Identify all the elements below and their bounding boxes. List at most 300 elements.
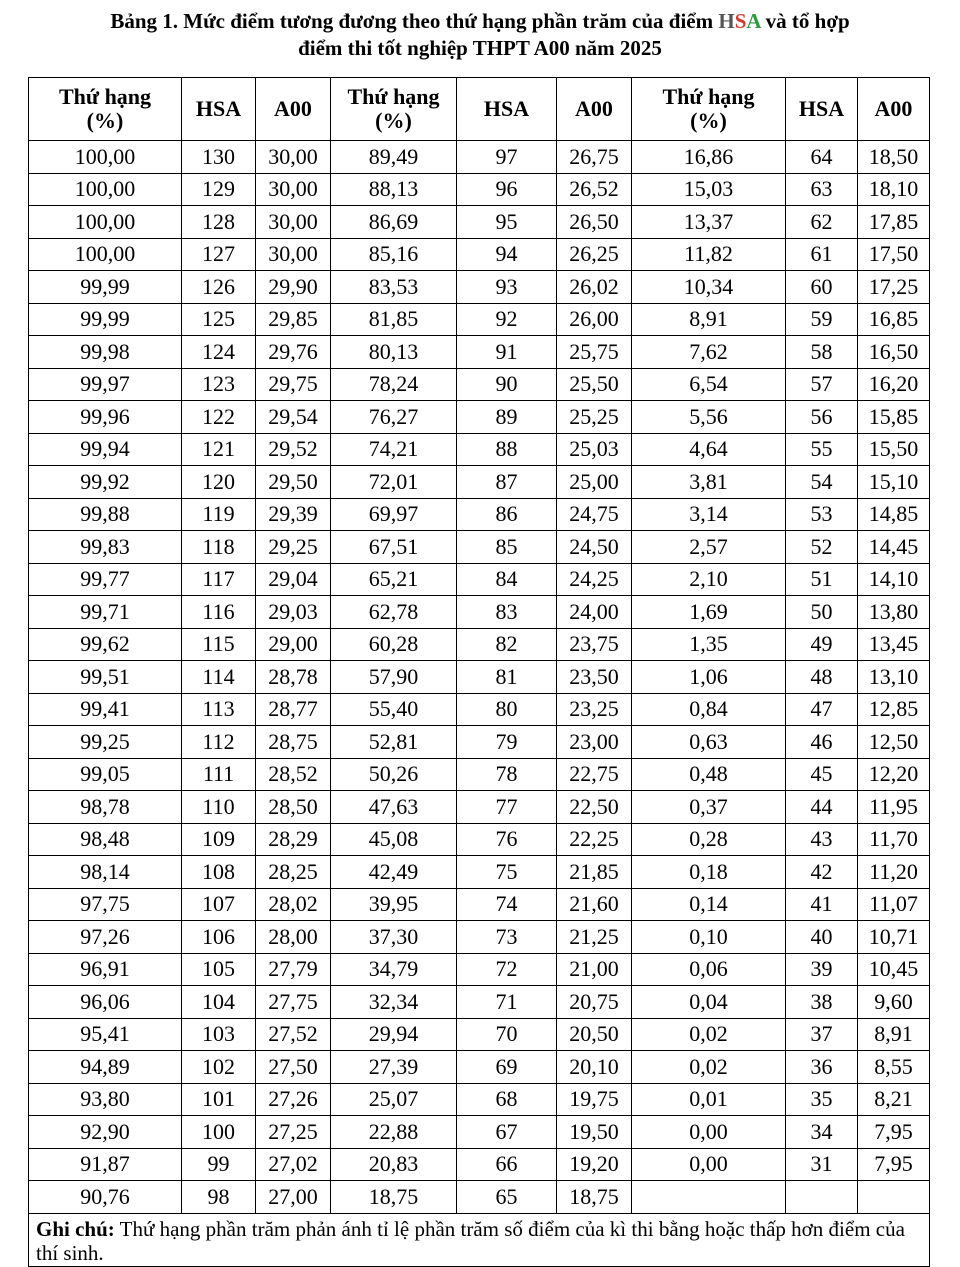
table-cell: 64: [786, 141, 858, 174]
table-cell: [858, 1181, 930, 1214]
table-cell: 42,49: [331, 856, 457, 889]
table-cell: 82: [457, 628, 557, 661]
table-cell: 128: [182, 206, 256, 239]
table-cell: 17,85: [858, 206, 930, 239]
table-cell: 14,85: [858, 498, 930, 531]
table-row: [29, 1018, 930, 1051]
table-row: [29, 1051, 930, 1084]
title-text: Bảng 1. Mức điểm tương đương theo thứ hạng phần trăm của điểm: [110, 9, 719, 33]
table-cell: 106: [182, 921, 256, 954]
table-cell: 77: [457, 791, 557, 824]
table-cell: 16,86: [632, 141, 786, 174]
header-a00-1: A00: [256, 78, 331, 141]
table-cell: 81,85: [331, 303, 457, 336]
table-cell: 123: [182, 368, 256, 401]
table-cell: 29,94: [331, 1018, 457, 1051]
table-cell: 27,25: [256, 1116, 331, 1149]
table-cell: 23,75: [557, 628, 632, 661]
table-cell: 105: [182, 953, 256, 986]
table-cell: 126: [182, 271, 256, 304]
table-cell: 12,50: [858, 726, 930, 759]
table-cell: 58: [786, 336, 858, 369]
table-cell: 28,50: [256, 791, 331, 824]
table-cell: 7,95: [858, 1148, 930, 1181]
table-cell: 49: [786, 628, 858, 661]
table-cell: 0,02: [632, 1051, 786, 1084]
table-cell: 18,75: [557, 1181, 632, 1214]
table-cell: 37: [786, 1018, 858, 1051]
table-cell: 29,85: [256, 303, 331, 336]
table-cell: 67: [457, 1116, 557, 1149]
table-row: [29, 466, 930, 499]
table-cell: 39,95: [331, 888, 457, 921]
table-cell: 93,80: [29, 1083, 182, 1116]
table-cell: 26,02: [557, 271, 632, 304]
table-cell: 34: [786, 1116, 858, 1149]
table-cell: 84: [457, 563, 557, 596]
table-cell: 114: [182, 661, 256, 694]
table-row: [29, 531, 930, 564]
table-cell: 127: [182, 238, 256, 271]
table-cell: 99,25: [29, 726, 182, 759]
table-row: [29, 368, 930, 401]
table-cell: 96,91: [29, 953, 182, 986]
table-cell: 29,39: [256, 498, 331, 531]
table-cell: 99: [182, 1148, 256, 1181]
table-cell: 1,69: [632, 596, 786, 629]
table-cell: 23,00: [557, 726, 632, 759]
table-body: [29, 141, 930, 1214]
table-cell: 21,60: [557, 888, 632, 921]
table-cell: 8,55: [858, 1051, 930, 1084]
table-cell: 69: [457, 1051, 557, 1084]
table-cell: 100,00: [29, 173, 182, 206]
table-cell: 96: [457, 173, 557, 206]
table-cell: 85,16: [331, 238, 457, 271]
table-cell: 35: [786, 1083, 858, 1116]
table-cell: 27,26: [256, 1083, 331, 1116]
table-row: [29, 628, 930, 661]
table-cell: 125: [182, 303, 256, 336]
table-cell: 103: [182, 1018, 256, 1051]
table-cell: 65,21: [331, 563, 457, 596]
table-cell: 28,78: [256, 661, 331, 694]
table-cell: 25,75: [557, 336, 632, 369]
table-cell: 80,13: [331, 336, 457, 369]
table-cell: 48: [786, 661, 858, 694]
header-rank-1: Thứ hạng (%): [29, 78, 182, 141]
table-cell: 88: [457, 433, 557, 466]
table-cell: 15,03: [632, 173, 786, 206]
table-cell: 44: [786, 791, 858, 824]
note-cell: [29, 1213, 930, 1266]
table-cell: 29,25: [256, 531, 331, 564]
table-cell: 46: [786, 726, 858, 759]
header-rank-3: Thứ hạng (%): [632, 78, 786, 141]
table-cell: 10,71: [858, 921, 930, 954]
table-cell: 101: [182, 1083, 256, 1116]
header-hsa-3: HSA: [786, 78, 858, 141]
table-row: [29, 791, 930, 824]
table-cell: 62,78: [331, 596, 457, 629]
header-hsa-2: HSA: [457, 78, 557, 141]
table-cell: 111: [182, 758, 256, 791]
table-cell: 0,28: [632, 823, 786, 856]
table-cell: 39: [786, 953, 858, 986]
table-cell: 116: [182, 596, 256, 629]
table-cell: 27,50: [256, 1051, 331, 1084]
table-cell: 118: [182, 531, 256, 564]
table-cell: 88,13: [331, 173, 457, 206]
table-cell: [632, 1181, 786, 1214]
table-row: [29, 336, 930, 369]
table-cell: 90: [457, 368, 557, 401]
table-cell: 98,14: [29, 856, 182, 889]
table-row: [29, 563, 930, 596]
table-cell: 27,52: [256, 1018, 331, 1051]
table-cell: 5,56: [632, 401, 786, 434]
table-cell: 57: [786, 368, 858, 401]
table-cell: 26,52: [557, 173, 632, 206]
table-cell: 60: [786, 271, 858, 304]
table-cell: 55: [786, 433, 858, 466]
header-a00-2: A00: [557, 78, 632, 141]
table-cell: 61: [786, 238, 858, 271]
table-cell: 100,00: [29, 141, 182, 174]
table-cell: 20,50: [557, 1018, 632, 1051]
table-cell: 66: [457, 1148, 557, 1181]
table-cell: 86,69: [331, 206, 457, 239]
table-cell: 11,07: [858, 888, 930, 921]
table-cell: 41: [786, 888, 858, 921]
table-cell: 117: [182, 563, 256, 596]
table-cell: 85: [457, 531, 557, 564]
table-cell: 72: [457, 953, 557, 986]
table-cell: 89,49: [331, 141, 457, 174]
hsa-letter-a: A: [746, 9, 761, 33]
table-cell: 3,14: [632, 498, 786, 531]
table-cell: 29,03: [256, 596, 331, 629]
table-cell: 100,00: [29, 238, 182, 271]
table-cell: 98: [182, 1181, 256, 1214]
table-row: [29, 726, 930, 759]
table-row: [29, 1148, 930, 1181]
table-cell: 104: [182, 986, 256, 1019]
header-hsa-1: HSA: [182, 78, 256, 141]
title-line-1: [0, 8, 960, 35]
table-cell: 1,06: [632, 661, 786, 694]
table-cell: 13,80: [858, 596, 930, 629]
table-cell: 24,25: [557, 563, 632, 596]
table-row: [29, 693, 930, 726]
table-cell: 40: [786, 921, 858, 954]
table-row: [29, 401, 930, 434]
table-cell: 129: [182, 173, 256, 206]
table-cell: 29,52: [256, 433, 331, 466]
table-cell: 7,95: [858, 1116, 930, 1149]
table-cell: 99,71: [29, 596, 182, 629]
table-cell: 13,10: [858, 661, 930, 694]
table-cell: 90,76: [29, 1181, 182, 1214]
table-cell: 28,29: [256, 823, 331, 856]
table-cell: 99,88: [29, 498, 182, 531]
table-cell: 110: [182, 791, 256, 824]
table-row: [29, 856, 930, 889]
table-cell: 11,70: [858, 823, 930, 856]
table-cell: 10,34: [632, 271, 786, 304]
table-cell: 16,85: [858, 303, 930, 336]
table-cell: 16,20: [858, 368, 930, 401]
table-cell: 72,01: [331, 466, 457, 499]
table-cell: 99,97: [29, 368, 182, 401]
table-cell: 0,04: [632, 986, 786, 1019]
table-cell: 99,83: [29, 531, 182, 564]
table-cell: 65: [457, 1181, 557, 1214]
table-row: [29, 303, 930, 336]
table-cell: 38: [786, 986, 858, 1019]
table-cell: 43: [786, 823, 858, 856]
table-cell: 96,06: [29, 986, 182, 1019]
note-row: [29, 1213, 930, 1266]
table-cell: 99,94: [29, 433, 182, 466]
table-cell: 26,50: [557, 206, 632, 239]
table-cell: 100: [182, 1116, 256, 1149]
table-row: [29, 1116, 930, 1149]
table-cell: 92,90: [29, 1116, 182, 1149]
table-cell: 13,45: [858, 628, 930, 661]
table-cell: 17,50: [858, 238, 930, 271]
table-cell: 29,54: [256, 401, 331, 434]
table-cell: 27,75: [256, 986, 331, 1019]
table-cell: 99,51: [29, 661, 182, 694]
table-cell: 52,81: [331, 726, 457, 759]
table-cell: 30,00: [256, 238, 331, 271]
table-cell: 11,82: [632, 238, 786, 271]
table-cell: 28,77: [256, 693, 331, 726]
table-cell: 87: [457, 466, 557, 499]
table-cell: 2,10: [632, 563, 786, 596]
table-cell: 19,75: [557, 1083, 632, 1116]
table-cell: 109: [182, 823, 256, 856]
table-cell: 47,63: [331, 791, 457, 824]
table-cell: 95,41: [29, 1018, 182, 1051]
table-cell: 62: [786, 206, 858, 239]
table-cell: 59: [786, 303, 858, 336]
table-cell: 83,53: [331, 271, 457, 304]
table-cell: 50: [786, 596, 858, 629]
note-text: Thứ hạng phần trăm phản ánh tỉ lệ phần trăm số điểm của kì thi bằng hoặc thấp hơn điểm của thí sinh.: [36, 1216, 905, 1265]
table-cell: 99,96: [29, 401, 182, 434]
table-cell: 119: [182, 498, 256, 531]
table-row: [29, 498, 930, 531]
table-cell: 97,26: [29, 921, 182, 954]
table-cell: 17,25: [858, 271, 930, 304]
table-cell: 20,75: [557, 986, 632, 1019]
table-cell: 25,00: [557, 466, 632, 499]
table-cell: 24,50: [557, 531, 632, 564]
table-cell: 22,75: [557, 758, 632, 791]
table-cell: 94,89: [29, 1051, 182, 1084]
table-cell: 15,10: [858, 466, 930, 499]
table-row: [29, 888, 930, 921]
table-cell: 22,88: [331, 1116, 457, 1149]
table-cell: 15,50: [858, 433, 930, 466]
table-cell: 8,91: [632, 303, 786, 336]
table-cell: 47: [786, 693, 858, 726]
table-cell: 80: [457, 693, 557, 726]
table-cell: 16,50: [858, 336, 930, 369]
table-cell: 56: [786, 401, 858, 434]
table-cell: 28,75: [256, 726, 331, 759]
table-cell: 0,02: [632, 1018, 786, 1051]
table-row: [29, 206, 930, 239]
table-cell: 37,30: [331, 921, 457, 954]
table-cell: 112: [182, 726, 256, 759]
note-label: Ghi chú:: [36, 1216, 115, 1241]
table-cell: 99,41: [29, 693, 182, 726]
table-cell: 0,10: [632, 921, 786, 954]
table-cell: 18,50: [858, 141, 930, 174]
table-cell: 29,90: [256, 271, 331, 304]
hsa-letter-h: H: [718, 9, 735, 33]
table-cell: 21,85: [557, 856, 632, 889]
table-cell: 120: [182, 466, 256, 499]
table-cell: 26,00: [557, 303, 632, 336]
table-cell: 2,57: [632, 531, 786, 564]
table-cell: 75: [457, 856, 557, 889]
table-cell: 83: [457, 596, 557, 629]
table-cell: 0,00: [632, 1116, 786, 1149]
table-cell: 14,45: [858, 531, 930, 564]
table-cell: 25,03: [557, 433, 632, 466]
table-cell: 70: [457, 1018, 557, 1051]
table-cell: 71: [457, 986, 557, 1019]
table-cell: 7,62: [632, 336, 786, 369]
table-cell: 26,25: [557, 238, 632, 271]
table-cell: 28,02: [256, 888, 331, 921]
table-cell: 0,06: [632, 953, 786, 986]
table-cell: 74,21: [331, 433, 457, 466]
table-cell: 99,92: [29, 466, 182, 499]
table-cell: 51: [786, 563, 858, 596]
table-cell: 68: [457, 1083, 557, 1116]
table-cell: 93: [457, 271, 557, 304]
table-cell: 34,79: [331, 953, 457, 986]
table-row: [29, 986, 930, 1019]
table-cell: 8,21: [858, 1083, 930, 1116]
table-cell: 115: [182, 628, 256, 661]
table-cell: 26,75: [557, 141, 632, 174]
table-cell: 45,08: [331, 823, 457, 856]
table-cell: 0,37: [632, 791, 786, 824]
table-row: [29, 271, 930, 304]
title-text-suffix: và tổ hợp: [760, 9, 850, 33]
table-cell: 73: [457, 921, 557, 954]
table-cell: 22,50: [557, 791, 632, 824]
table-cell: 124: [182, 336, 256, 369]
table-cell: 76,27: [331, 401, 457, 434]
table-cell: 78: [457, 758, 557, 791]
table-cell: 1,35: [632, 628, 786, 661]
table-cell: 9,60: [858, 986, 930, 1019]
table-row: [29, 661, 930, 694]
table-cell: 25,25: [557, 401, 632, 434]
table-cell: 57,90: [331, 661, 457, 694]
table-cell: 99,62: [29, 628, 182, 661]
table-cell: 0,18: [632, 856, 786, 889]
table-cell: 10,45: [858, 953, 930, 986]
table-cell: 20,83: [331, 1148, 457, 1181]
table-cell: 121: [182, 433, 256, 466]
table-cell: 36: [786, 1051, 858, 1084]
table-cell: 99,05: [29, 758, 182, 791]
table-cell: 24,00: [557, 596, 632, 629]
table-cell: 29,50: [256, 466, 331, 499]
table-cell: 27,39: [331, 1051, 457, 1084]
header-row: [29, 78, 930, 141]
table-cell: 108: [182, 856, 256, 889]
table-cell: 6,54: [632, 368, 786, 401]
table-cell: 67,51: [331, 531, 457, 564]
table-cell: 76: [457, 823, 557, 856]
table-cell: 98,78: [29, 791, 182, 824]
table-cell: 79: [457, 726, 557, 759]
table-cell: 45: [786, 758, 858, 791]
table-cell: 25,07: [331, 1083, 457, 1116]
title-line-2: điểm thi tốt nghiệp THPT A00 năm 2025: [298, 36, 662, 60]
table-row: [29, 173, 930, 206]
table-row: [29, 953, 930, 986]
table-cell: 55,40: [331, 693, 457, 726]
table-row: [29, 141, 930, 174]
table-cell: 99,77: [29, 563, 182, 596]
table-cell: 50,26: [331, 758, 457, 791]
table-cell: 0,63: [632, 726, 786, 759]
table-cell: 28,00: [256, 921, 331, 954]
table-row: [29, 758, 930, 791]
table-cell: 11,20: [858, 856, 930, 889]
table-cell: 0,00: [632, 1148, 786, 1181]
table-cell: 23,50: [557, 661, 632, 694]
table-cell: 27,00: [256, 1181, 331, 1214]
table-cell: 69,97: [331, 498, 457, 531]
table-cell: 99,99: [29, 271, 182, 304]
table-cell: 92: [457, 303, 557, 336]
table-title: [0, 8, 960, 62]
table-cell: 42: [786, 856, 858, 889]
table-cell: 12,85: [858, 693, 930, 726]
table-cell: 89: [457, 401, 557, 434]
table-cell: 12,20: [858, 758, 930, 791]
table-cell: 4,64: [632, 433, 786, 466]
table-cell: 24,75: [557, 498, 632, 531]
table-cell: 94: [457, 238, 557, 271]
table-cell: 98,48: [29, 823, 182, 856]
table-cell: 18,10: [858, 173, 930, 206]
table-cell: 23,25: [557, 693, 632, 726]
table-row: [29, 596, 930, 629]
table-cell: 28,25: [256, 856, 331, 889]
table-cell: 113: [182, 693, 256, 726]
table-cell: 0,48: [632, 758, 786, 791]
table-cell: 86: [457, 498, 557, 531]
table-cell: 99,98: [29, 336, 182, 369]
table-cell: 95: [457, 206, 557, 239]
table-cell: 91: [457, 336, 557, 369]
table-cell: 53: [786, 498, 858, 531]
table-cell: 22,25: [557, 823, 632, 856]
table-cell: 28,52: [256, 758, 331, 791]
